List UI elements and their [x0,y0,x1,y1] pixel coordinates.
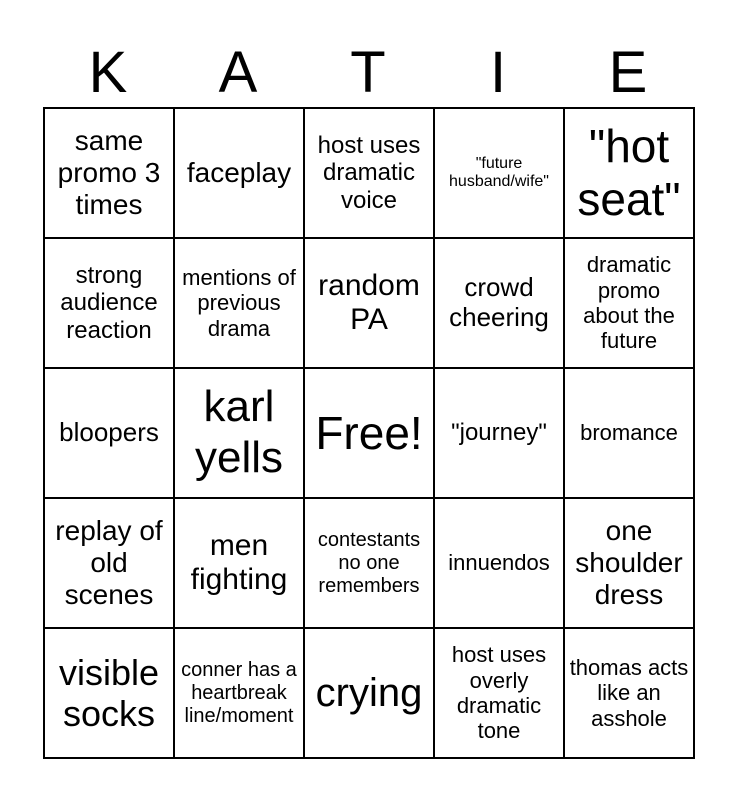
bingo-cell[interactable]: dramatic promo about the future [564,238,694,368]
bingo-cell[interactable]: conner has a heartbreak line/moment [174,628,304,758]
title-letter-i: I [489,40,507,105]
bingo-cell[interactable]: men fighting [174,498,304,628]
title-letter-k: K [88,40,128,105]
bingo-cell[interactable]: host uses dramatic voice [304,108,434,238]
bingo-cell[interactable]: crowd cheering [434,238,564,368]
bingo-cell[interactable]: one shoulder dress [564,498,694,628]
board-row-1 [44,108,694,238]
bingo-cell[interactable]: bromance [564,368,694,498]
bingo-cell[interactable]: mentions of previous drama [174,238,304,368]
bingo-cell[interactable]: same promo 3 times [44,108,174,238]
board-row-5 [44,628,694,758]
title-letter-t: T [350,40,386,105]
board-row-3 [44,368,694,498]
title-letter-e: E [608,40,648,105]
bingo-cell[interactable]: faceplay [174,108,304,238]
board-row-2 [44,238,694,368]
bingo-cell[interactable]: crying [304,628,434,758]
bingo-cell[interactable]: host uses overly dramatic tone [434,628,564,758]
bingo-title [43,38,693,108]
bingo-cell[interactable]: "journey" [434,368,564,498]
bingo-cell[interactable]: replay of old scenes [44,498,174,628]
board-row-4 [44,498,694,628]
bingo-cell[interactable]: visible socks [44,628,174,758]
bingo-cell[interactable]: thomas acts like an asshole [564,628,694,758]
bingo-cell[interactable]: innuendos [434,498,564,628]
bingo-cell[interactable]: "hot seat" [564,108,694,238]
bingo-cell[interactable]: contestants no one remembers [304,498,434,628]
bingo-cell[interactable]: karl yells [174,368,304,498]
free-space-cell[interactable]: Free! [304,368,434,498]
bingo-cell[interactable]: bloopers [44,368,174,498]
title-letter-a: A [218,40,258,105]
bingo-board [43,107,695,759]
bingo-cell[interactable]: random PA [304,238,434,368]
bingo-cell[interactable]: "future husband/wife" [434,108,564,238]
bingo-cell[interactable]: strong audience reaction [44,238,174,368]
